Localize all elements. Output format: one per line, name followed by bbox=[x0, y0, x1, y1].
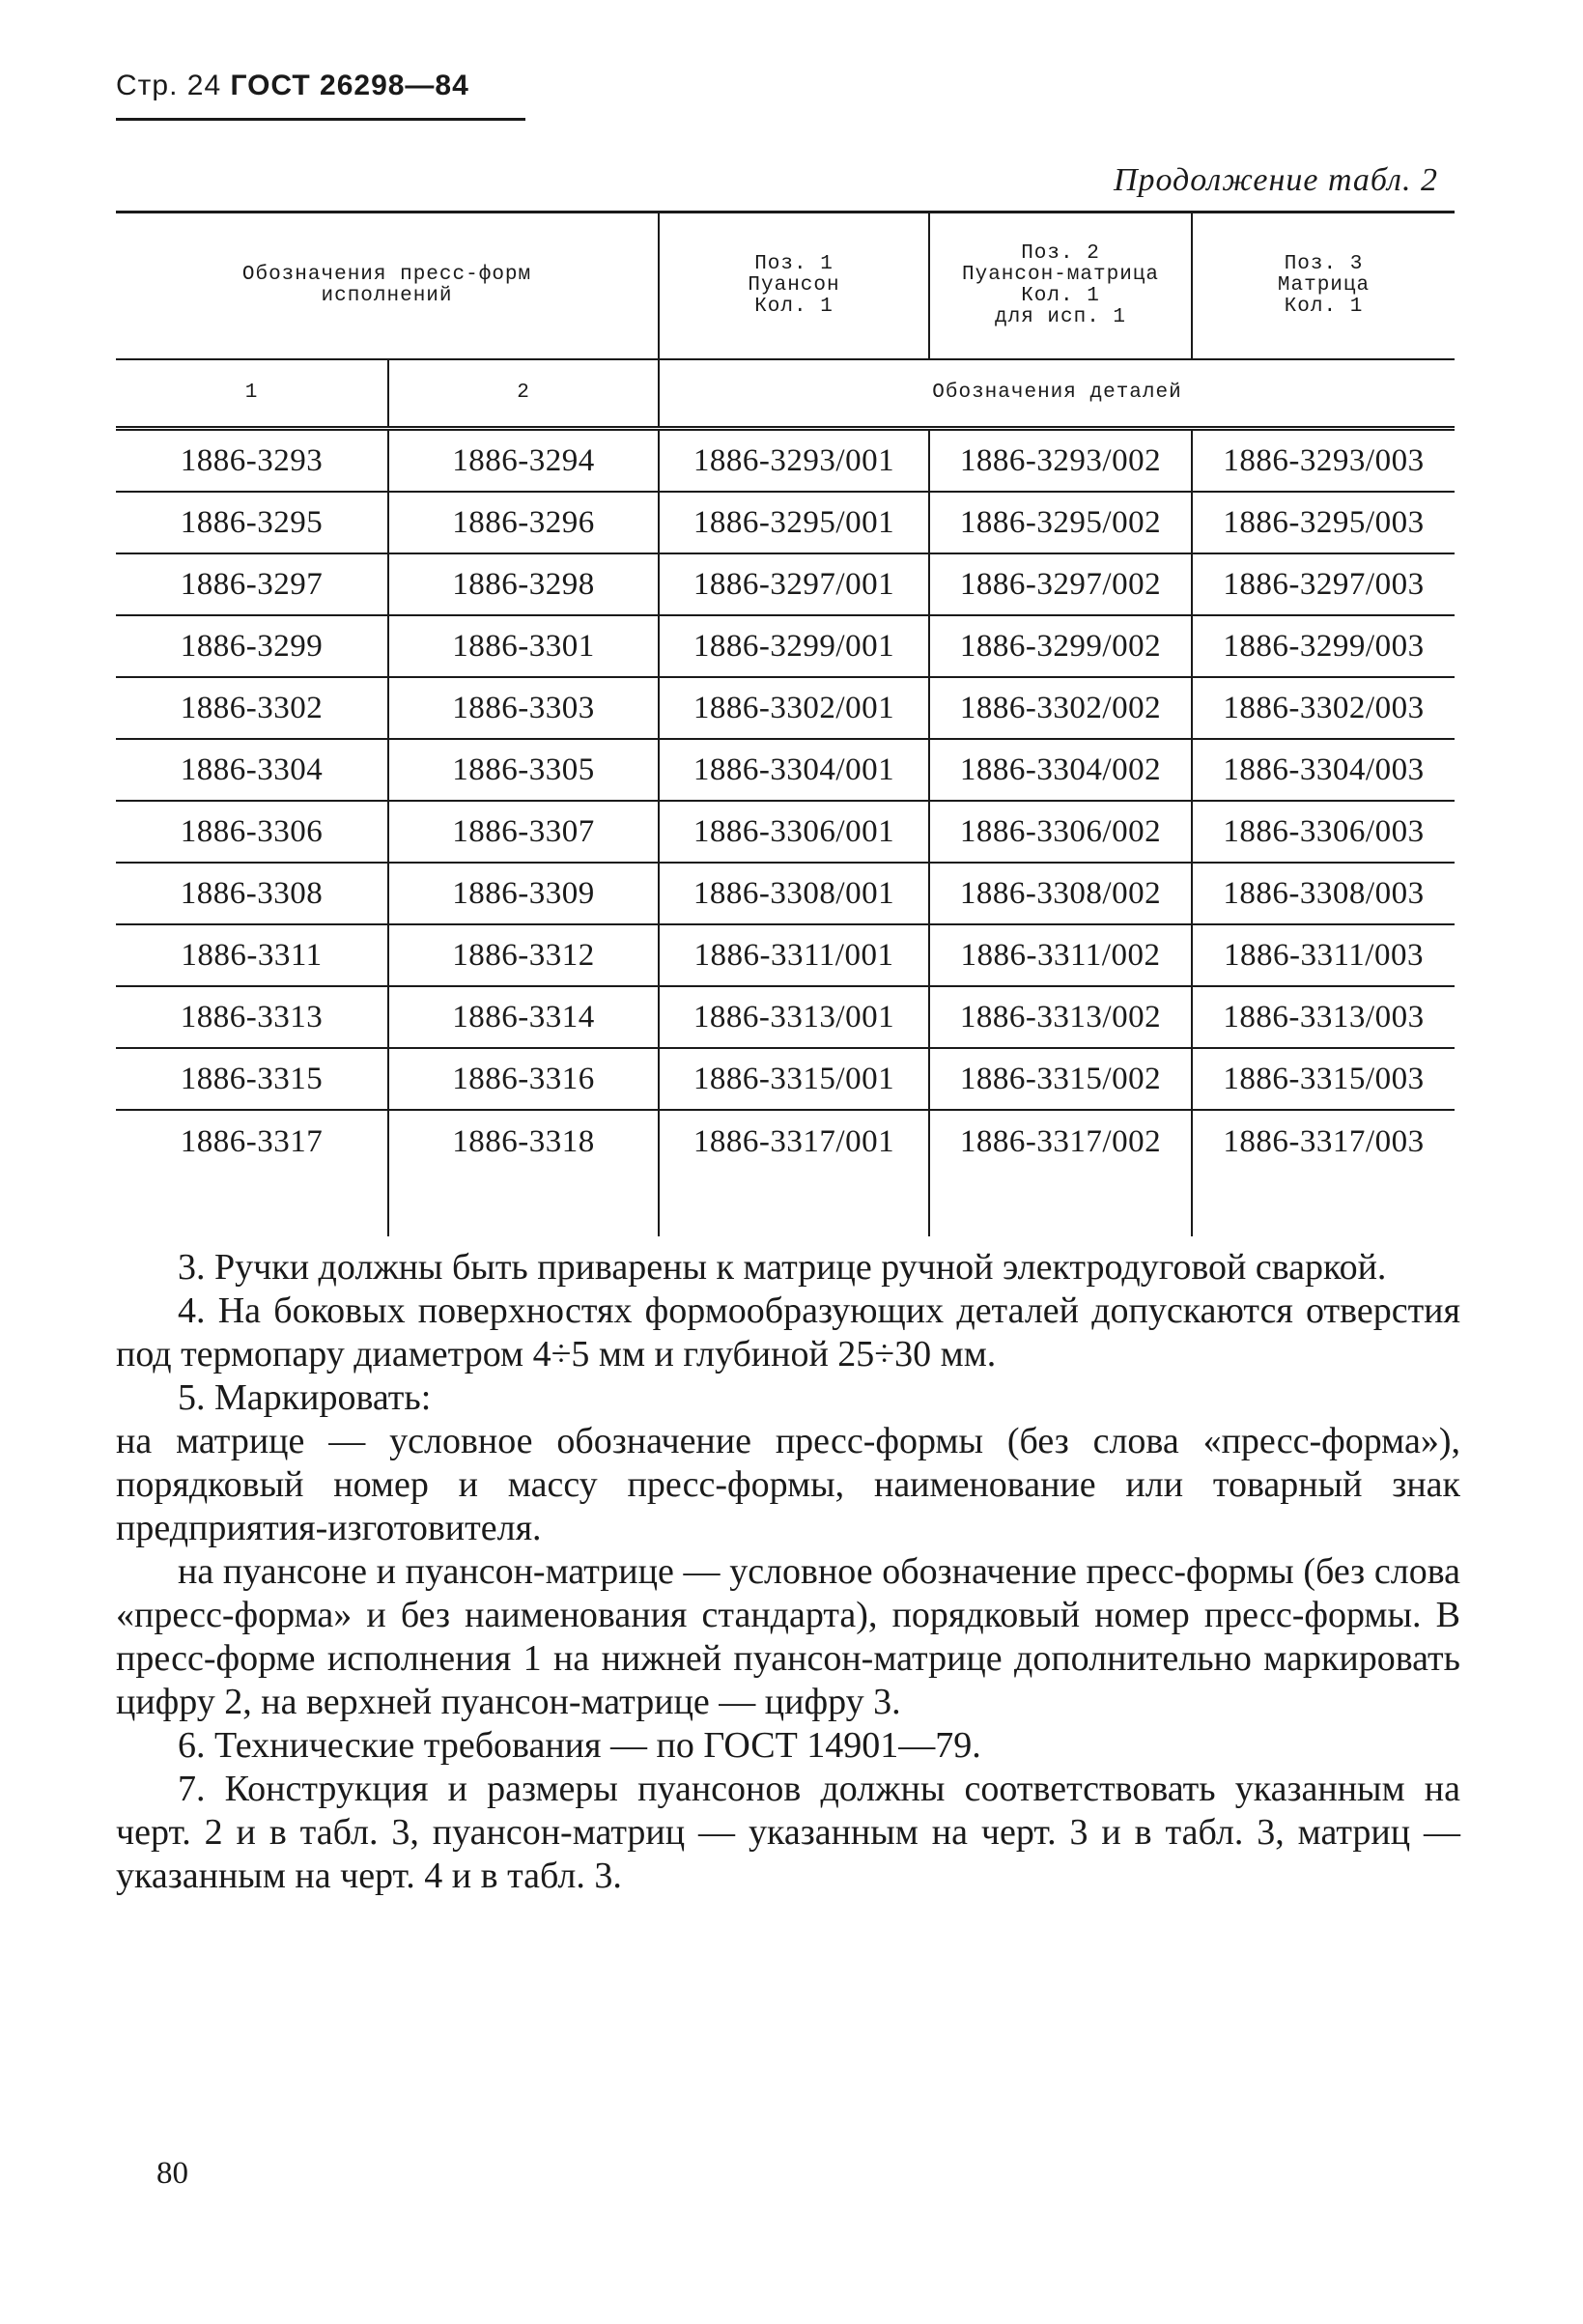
paragraph-5a: на матрице — условное обозначение пресс-формы (без слова «пресс-форма»), порядковый номер и массу пресс-формы, наименование или товарный знак предприятия-изготовителя. bbox=[116, 1421, 1460, 1548]
table-cell: 1886-3299/001 bbox=[659, 615, 929, 677]
paragraph-3: 3. Ручки должны быть приварены к матрице ручной электродуговой сваркой. bbox=[178, 1247, 1387, 1288]
table-row bbox=[116, 615, 1455, 677]
page-label: Стр. 24 bbox=[116, 70, 222, 101]
table-row bbox=[116, 429, 1455, 493]
table-cell: 1886-3294 bbox=[388, 429, 659, 493]
paragraph-5b: на пуансоне и пуансон-матрице — условное обозначение пресс-формы (без слова «пресс-форма» и без наименования стандарта), порядковый номер пресс-формы. В пресс-форме исполнения 1 на нижней пуансон-матрице дополнительно маркировать цифру 2, на верхней пуансон-матрице — цифру 3. bbox=[116, 1551, 1460, 1722]
table-cell: 1886-3297 bbox=[116, 553, 388, 615]
table-cell: 1886-3302/002 bbox=[929, 677, 1192, 739]
table-cell: 1886-3317 bbox=[180, 1124, 324, 1159]
table-cell: 1886-3297/002 bbox=[929, 553, 1192, 615]
table-cell: 1886-3302 bbox=[116, 677, 388, 739]
table-cell: 1886-3314 bbox=[388, 986, 659, 1048]
group-caption: Обозначения пресс-форм исполнений bbox=[116, 213, 659, 360]
table-cell: 1886-3313 bbox=[116, 986, 388, 1048]
pos3-header: Поз. 3 Матрица Кол. 1 bbox=[1192, 213, 1455, 360]
table-cell: 1886-3316 bbox=[388, 1048, 659, 1110]
table-cell: 1886-3295 bbox=[116, 492, 388, 553]
table-cell: 1886-3311 bbox=[116, 924, 388, 986]
table-cell: 1886-3299 bbox=[116, 615, 388, 677]
table-cell: 1886-3295/002 bbox=[929, 492, 1192, 553]
table-cell: 1886-3299/003 bbox=[1192, 615, 1455, 677]
table-cell: 1886-3295/001 bbox=[659, 492, 929, 553]
table-cell: 1886-3308/001 bbox=[659, 863, 929, 924]
table-cell: 1886-3317/001 bbox=[659, 1110, 929, 1236]
table-cell: 1886-3296 bbox=[388, 492, 659, 553]
paragraph-5: 5. Маркировать: bbox=[178, 1377, 432, 1418]
table-row bbox=[116, 1110, 1455, 1236]
table-cell: 1886-3311/003 bbox=[1192, 924, 1455, 986]
table-cell: 1886-3315/003 bbox=[1192, 1048, 1455, 1110]
table-cell: 1886-3307 bbox=[388, 801, 659, 863]
table-container bbox=[116, 211, 1455, 1236]
table-cell: 1886-3297/001 bbox=[659, 553, 929, 615]
table-cell: 1886-3304/002 bbox=[929, 739, 1192, 801]
table-row bbox=[116, 801, 1455, 863]
header-rule bbox=[116, 118, 525, 121]
table-cell: 1886-3313/003 bbox=[1192, 986, 1455, 1048]
table-cell: 1886-3301 bbox=[388, 615, 659, 677]
table-cell: 1886-3315 bbox=[116, 1048, 388, 1110]
table-cell: 1886-3306/003 bbox=[1192, 801, 1455, 863]
table-cell: 1886-3306 bbox=[116, 801, 388, 863]
paragraph-6: 6. Технические требования — по ГОСТ 14901—79. bbox=[178, 1725, 981, 1766]
pos1-header: Поз. 1 Пуансон Кол. 1 bbox=[659, 213, 929, 360]
table-row bbox=[116, 924, 1455, 986]
table-cell: 1886-3306/001 bbox=[659, 801, 929, 863]
page-header bbox=[116, 70, 469, 102]
table-row bbox=[116, 492, 1455, 553]
table-cell: 1886-3302/003 bbox=[1192, 677, 1455, 739]
table-body bbox=[116, 429, 1455, 1237]
table-row bbox=[116, 986, 1455, 1048]
table-cell: 1886-3293 bbox=[116, 429, 388, 493]
table-cell: 1886-3306/002 bbox=[929, 801, 1192, 863]
parts-table bbox=[116, 211, 1455, 1236]
table-cell: 1886-3297/003 bbox=[1192, 553, 1455, 615]
col2-header: 2 bbox=[388, 359, 659, 429]
table-cell: 1886-3309 bbox=[388, 863, 659, 924]
table-cell: 1886-3304/003 bbox=[1192, 739, 1455, 801]
table-cell: 1886-3311/002 bbox=[929, 924, 1192, 986]
table-row bbox=[116, 553, 1455, 615]
table-cell: 1886-3312 bbox=[388, 924, 659, 986]
table-cell: 1886-3303 bbox=[388, 677, 659, 739]
table-cell: 1886-3308/003 bbox=[1192, 863, 1455, 924]
table-cell: 1886-3311/001 bbox=[659, 924, 929, 986]
table-cell: 1886-3318 bbox=[388, 1110, 659, 1236]
table-cell: 1886-3317/003 bbox=[1192, 1110, 1455, 1236]
table-cell: 1886-3315/002 bbox=[929, 1048, 1192, 1110]
table-cell: 1886-3302/001 bbox=[659, 677, 929, 739]
table-row bbox=[116, 677, 1455, 739]
body-text bbox=[116, 1246, 1460, 1898]
table-cell: 1886-3315/001 bbox=[659, 1048, 929, 1110]
table-cell: 1886-3308/002 bbox=[929, 863, 1192, 924]
table-cell: 1886-3295/003 bbox=[1192, 492, 1455, 553]
pos2-header: Поз. 2 Пуансон-матрица Кол. 1 для исп. 1 bbox=[929, 213, 1192, 360]
paragraph-7: 7. Конструкция и размеры пуансонов должны соответствовать указанным на черт. 2 и в табл. 3, пуансон-матриц — указанным на черт. 3 и в табл. 3, матриц — указанным на черт. 4 и в табл. 3. bbox=[116, 1769, 1460, 1896]
table-row bbox=[116, 739, 1455, 801]
table-cell: 1886-3299/002 bbox=[929, 615, 1192, 677]
table-cell: 1886-3298 bbox=[388, 553, 659, 615]
table-cell: 1886-3304 bbox=[116, 739, 388, 801]
table-row bbox=[116, 863, 1455, 924]
page-number: 80 bbox=[156, 2156, 188, 2191]
table-continuation-caption: Продолжение табл. 2 bbox=[1113, 162, 1438, 198]
table-cell: 1886-3293/003 bbox=[1192, 429, 1455, 493]
table-cell: 1886-3305 bbox=[388, 739, 659, 801]
col1-header: 1 bbox=[116, 359, 388, 429]
table-cell: 1886-3317/002 bbox=[929, 1110, 1192, 1236]
table-cell: 1886-3313/001 bbox=[659, 986, 929, 1048]
table-row bbox=[116, 1048, 1455, 1110]
parts-caption: Обозначения деталей bbox=[659, 359, 1455, 429]
standard-number: ГОСТ 26298—84 bbox=[230, 70, 469, 101]
table-cell: 1886-3293/001 bbox=[659, 429, 929, 493]
table-cell: 1886-3304/001 bbox=[659, 739, 929, 801]
paragraph-4: 4. На боковых поверхностях формообразующих деталей допускаются отверстия под термопару диаметром 4÷5 мм и глубиной 25÷30 мм. bbox=[116, 1290, 1460, 1375]
table-cell: 1886-3308 bbox=[116, 863, 388, 924]
table-cell: 1886-3293/002 bbox=[929, 429, 1192, 493]
table-cell: 1886-3313/002 bbox=[929, 986, 1192, 1048]
